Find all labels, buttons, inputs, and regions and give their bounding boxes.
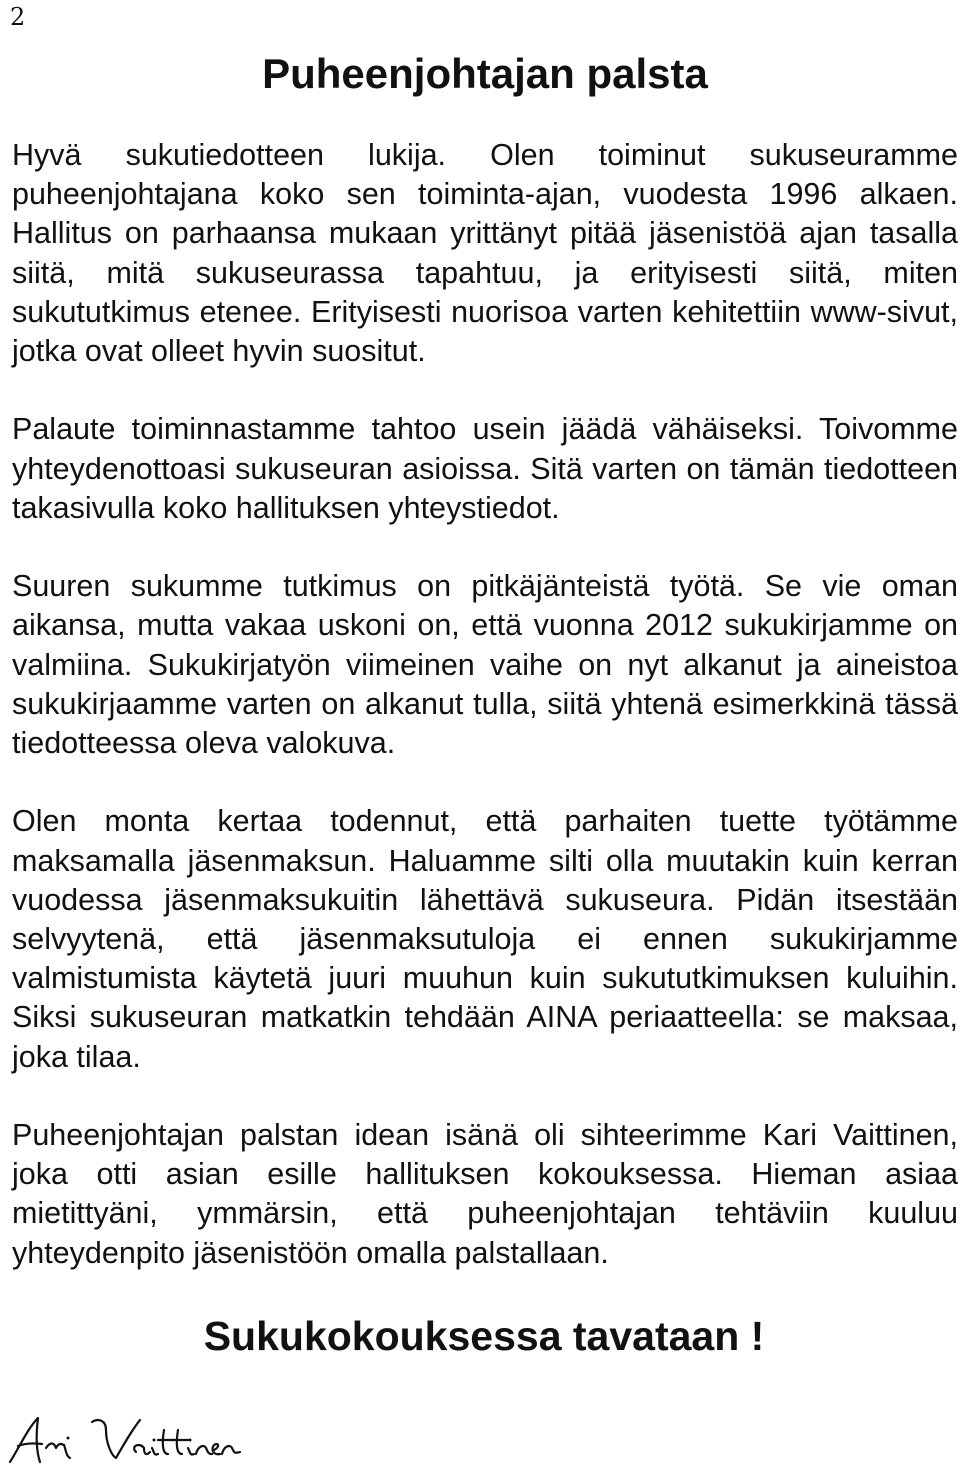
paragraph-2: Palaute toiminnastamme tahtoo usein jäädä vähäiseksi. Toivomme yhteydenottoasi sukuseuran asioissa. Sitä varten on tämän tiedotteen takasivulla koko hallituksen yhteystiedot. xyxy=(12,412,958,525)
signature-graphic xyxy=(6,1412,256,1470)
article-body xyxy=(12,136,958,1312)
handwritten-signature xyxy=(6,1412,256,1470)
page-number: 2 xyxy=(10,3,26,31)
paragraph-3: Suuren sukumme tutkimus on pitkäjänteistä työtä. Se vie oman aikansa, mutta vakaa uskoni on, että vuonna 2012 sukukirjamme on valmiina. Sukukirjatyön viimeinen vaihe on nyt alkanut ja aineistoa sukukirjaamme varten on alkanut tulla, siitä yhtenä esimerkkinä tässä tiedotteessa oleva valokuva. xyxy=(12,569,958,761)
paragraph-4: Olen monta kertaa todennut, että parhaiten tuette työtämme maksamalla jäsenmaksun. Haluamme silti olla muutakin kuin kerran vuodessa jäsenmaksukuitin lähettävä sukuseura. Pidän itsestään selvyytenä, että jäsenmaksutuloja ei ennen sukukirjamme valmistumista käytetä juuri muuhun kuin sukututkimuksen kuluihin. Siksi sukuseuran matkatkin tehdään AINA periaatteella: se maksaa, joka tilaa. xyxy=(12,804,958,1074)
closing-line: Sukukokouksessa tavataan ! xyxy=(203,1313,765,1359)
page-title: Puheenjohtajan palsta xyxy=(262,50,708,97)
paragraph-5: Puheenjohtajan palstan idean isänä oli sihteerimme Kari Vaittinen, joka otti asian esille hallituksen kokouksessa. Hieman asiaa mietittyäni, ymmärsin, että puheenjohtajan tehtäviin kuuluu yhteydenpito jäsenistöön omalla palstallaan. xyxy=(12,1118,958,1270)
paragraph-1: Hyvä sukutiedotteen lukija. Olen toiminut sukuseuramme puheenjohtajana koko sen toiminta-ajan, vuodesta 1996 alkaen. Hallitus on parhaansa mukaan yrittänyt pitää jäsenistöä ajan tasalla siitä, mitä sukuseurassa tapahtuu, ja erityisesti siitä, miten sukututkimus etenee. Erityisesti nuorisoa varten kehitettiin www-sivut, jotka ovat olleet hyvin suositut. xyxy=(12,138,958,369)
